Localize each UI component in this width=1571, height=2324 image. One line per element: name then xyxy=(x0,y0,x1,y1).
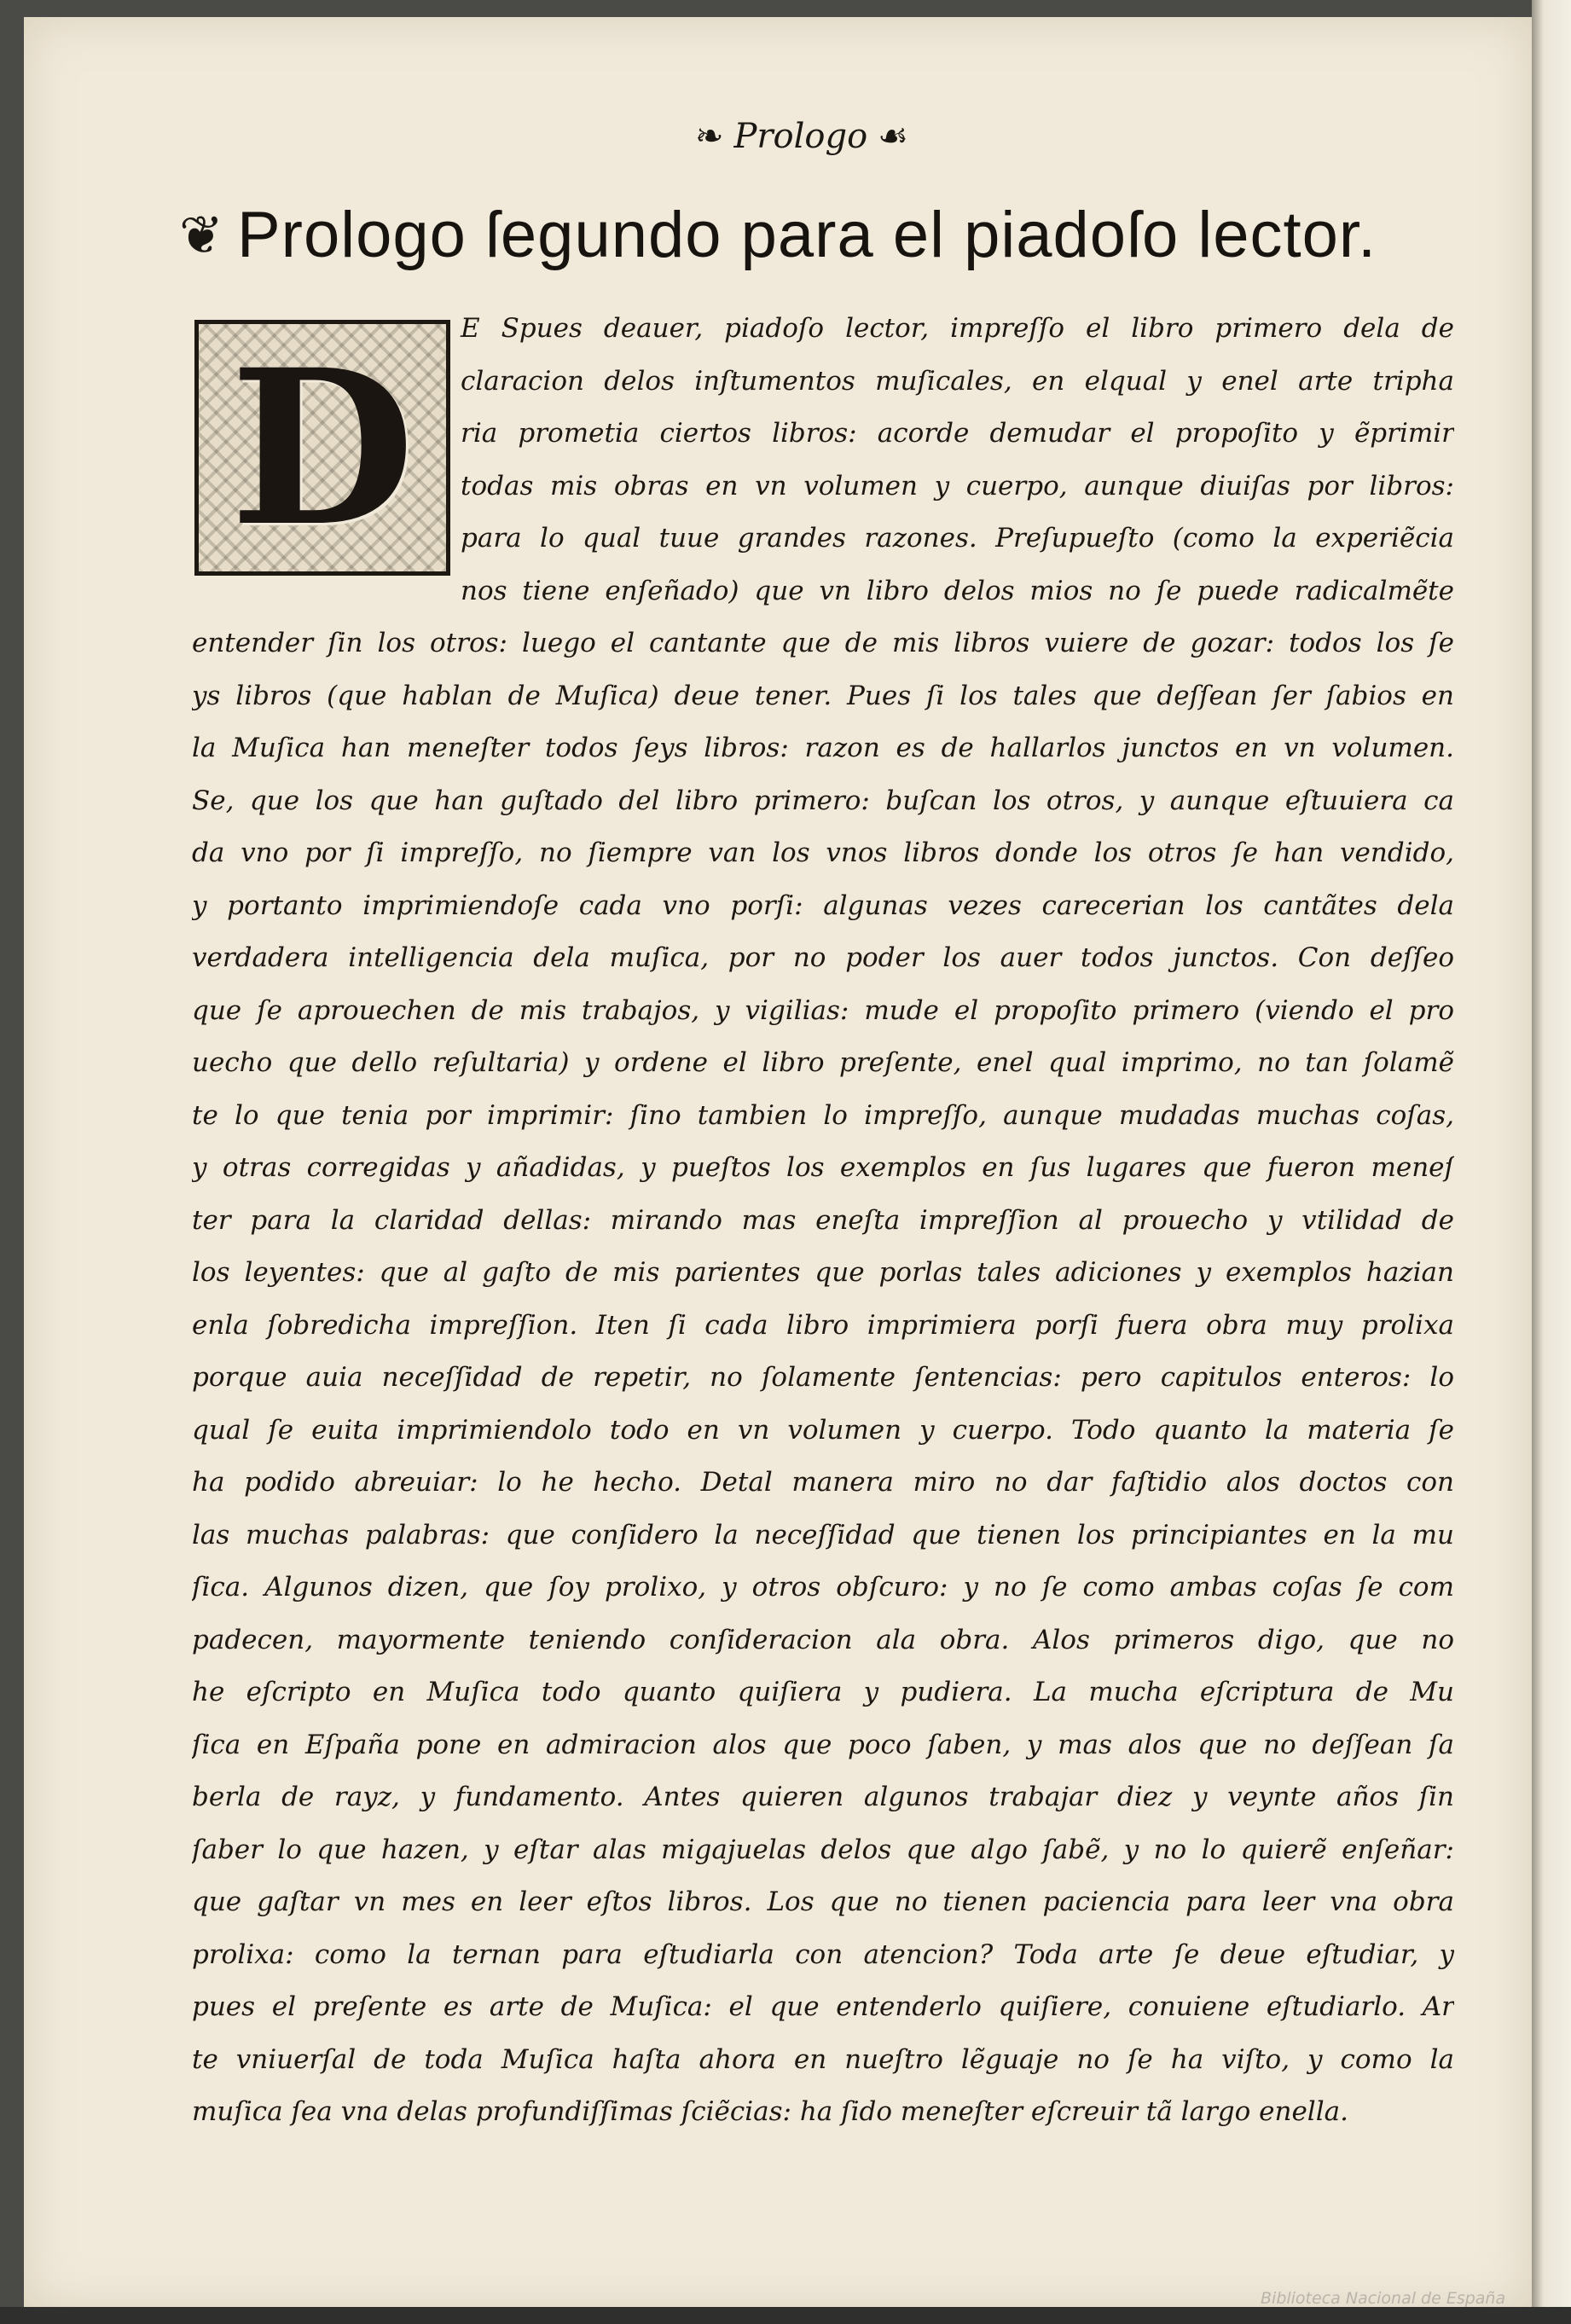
fleuron-right-icon: ☙ xyxy=(878,117,909,156)
text-line: ria prometia ciertos libros: acorde demudar el propoſito y ẽprimir xyxy=(461,418,1454,449)
text-line: da vno por ſi impreſſo, no ſiempre van los vnos libros donde los otros ſe han vendido, xyxy=(192,837,1454,868)
text-line: te lo que tenia por imprimir: ſino tambien lo impreſſo, aunque mudadas muchas coſas, xyxy=(192,1099,1454,1131)
text-line: padecen, mayormente teniendo conſideracion ala obra. Alos primeros digo, que no xyxy=(192,1624,1454,1655)
scan-border-bottom xyxy=(0,2307,1571,2324)
library-watermark: Biblioteca Nacional de España xyxy=(1261,2289,1506,2308)
running-head-text: Prologo xyxy=(733,117,868,156)
text-line: he eſcripto en Muſica todo quanto quiſiera y pudiera. La mucha eſcriptura de Mu xyxy=(192,1677,1454,1707)
text-line: pues el preſente es arte de Muſica: el que entenderlo quiſiere, conuiene eſtudiarlo. Ar xyxy=(192,1991,1454,2022)
page-title xyxy=(179,183,1458,286)
text-line: berla de rayz, y fundamento. Antes quieren algunos trabajar diez y veynte años ſin xyxy=(192,1782,1454,1812)
text-line: para lo qual tuue grandes razones. Preſupueſto (como la experiẽcia xyxy=(461,523,1454,553)
text-line: la Muſica han meneſter todos ſeys libros: razon es de hallarlos junctos en vn volumen. xyxy=(192,733,1454,763)
body-text xyxy=(192,303,1454,2139)
text-line: verdadera intelligencia dela muſica, por no poder los auer todos junctos. Con deſſeo xyxy=(192,942,1454,973)
text-line: ſica en Eſpaña pone en admiracion alos que poco ſaben, y mas alos que no deſſean ſa xyxy=(192,1729,1454,1760)
text-line: prolixa: como la ternan para eſtudiarla con atencion? Toda arte ſe deue eſtudiar, y xyxy=(192,1939,1454,1970)
text-line: Se, que los que han guſtado del libro primero: buſcan los otros, y aunque eſtuuiera ca xyxy=(192,785,1454,816)
text-line: y otras corregidas y añadidas, y pueſtos los exemplos en ſus lugares que fueron meneſ xyxy=(192,1152,1454,1183)
text-line: E Spues deauer, piadoſo lector, impreſſo el libro primero dela de xyxy=(461,313,1454,344)
text-line: ſaber lo que hazen, y eſtar alas migajuelas delos que algo ſabẽ, y no lo quierẽ enſeñar: xyxy=(192,1834,1454,1865)
text-line: que ſe aprouechen de mis trabajos, y vigilias: mude el propoſito primero (viendo el pro xyxy=(192,994,1454,1026)
text-line: qual ſe euita imprimiendolo todo en vn volumen y cuerpo. Todo quanto la materia ſe xyxy=(192,1414,1454,1446)
text-line: enla ſobredicha impreſſion. Iten ſi cada libro imprimiera porſi fuera obra muy prolixa xyxy=(192,1309,1454,1341)
page-edge-right xyxy=(1532,0,1571,2324)
text-line: ter para la claridad dellas: mirando mas eneſta impreſſion al prouecho y vtilidad de xyxy=(192,1204,1454,1236)
text-line: todas mis obras en vn volumen y cuerpo, aunque diuiſas por libros: xyxy=(461,470,1454,501)
title-fleuron-icon: ❦ xyxy=(179,203,223,266)
running-head xyxy=(648,107,955,166)
decorated-initial-letter: D xyxy=(229,322,415,573)
text-line: nos tiene enſeñado) que vn libro delos mios no ſe puede radicalmẽte xyxy=(461,575,1454,606)
text-line: y portanto imprimiendoſe cada vno porſi: algunas vezes carecerian los cantãtes dela xyxy=(192,890,1454,921)
text-line: las muchas palabras: que conſidero la neceſſidad que tienen los principiantes en la mu xyxy=(192,1519,1454,1550)
text-line: uecho que dello reſultaria) y ordene el libro preſente, enel qual imprimo, no tan ſolamẽ xyxy=(192,1047,1454,1078)
text-line: los leyentes: que al gaſto de mis parientes que porlas tales adiciones y exemplos hazian xyxy=(192,1257,1454,1288)
text-line: porque auia neceſſidad de repetir, no ſolamente ſentencias: pero capitulos enteros: lo xyxy=(192,1362,1454,1393)
text-line: que gaſtar vn mes en leer eſtos libros. Los que no tienen paciencia para leer vna obra xyxy=(192,1886,1454,1917)
text-line: ys libros (que hablan de Muſica) deue tener. Pues ſi los tales que deſſean ſer ſabios en xyxy=(192,680,1454,711)
text-line: te vniuerſal de toda Muſica haſta ahora en nueſtro lẽguaje no ſe ha viſto, y como la xyxy=(192,2043,1454,2075)
text-line: entender ſin los otros: luego el cantante que de mis libros vuiere de gozar: todos los ſe xyxy=(192,628,1454,658)
text-line: ſica. Algunos dizen, que ſoy prolixo, y otros obſcuro: y no ſe como ambas coſas ſe com xyxy=(192,1572,1454,1602)
page-title-text: Prologo ſegundo para el piadoſo lector. xyxy=(236,198,1377,271)
text-line: muſica ſea vna delas profundiſſimas ſciẽcias: ha ſido meneſter eſcreuir tã largo enella. xyxy=(192,2096,1348,2127)
fleuron-left-icon: ❧ xyxy=(694,117,724,156)
text-line: ha podido abreuiar: lo he hecho. Detal manera miro no dar faſtidio alos doctos con xyxy=(192,1467,1454,1498)
text-line: claracion delos inſtumentos muſicales, en elqual y enel arte tripha xyxy=(461,365,1454,397)
